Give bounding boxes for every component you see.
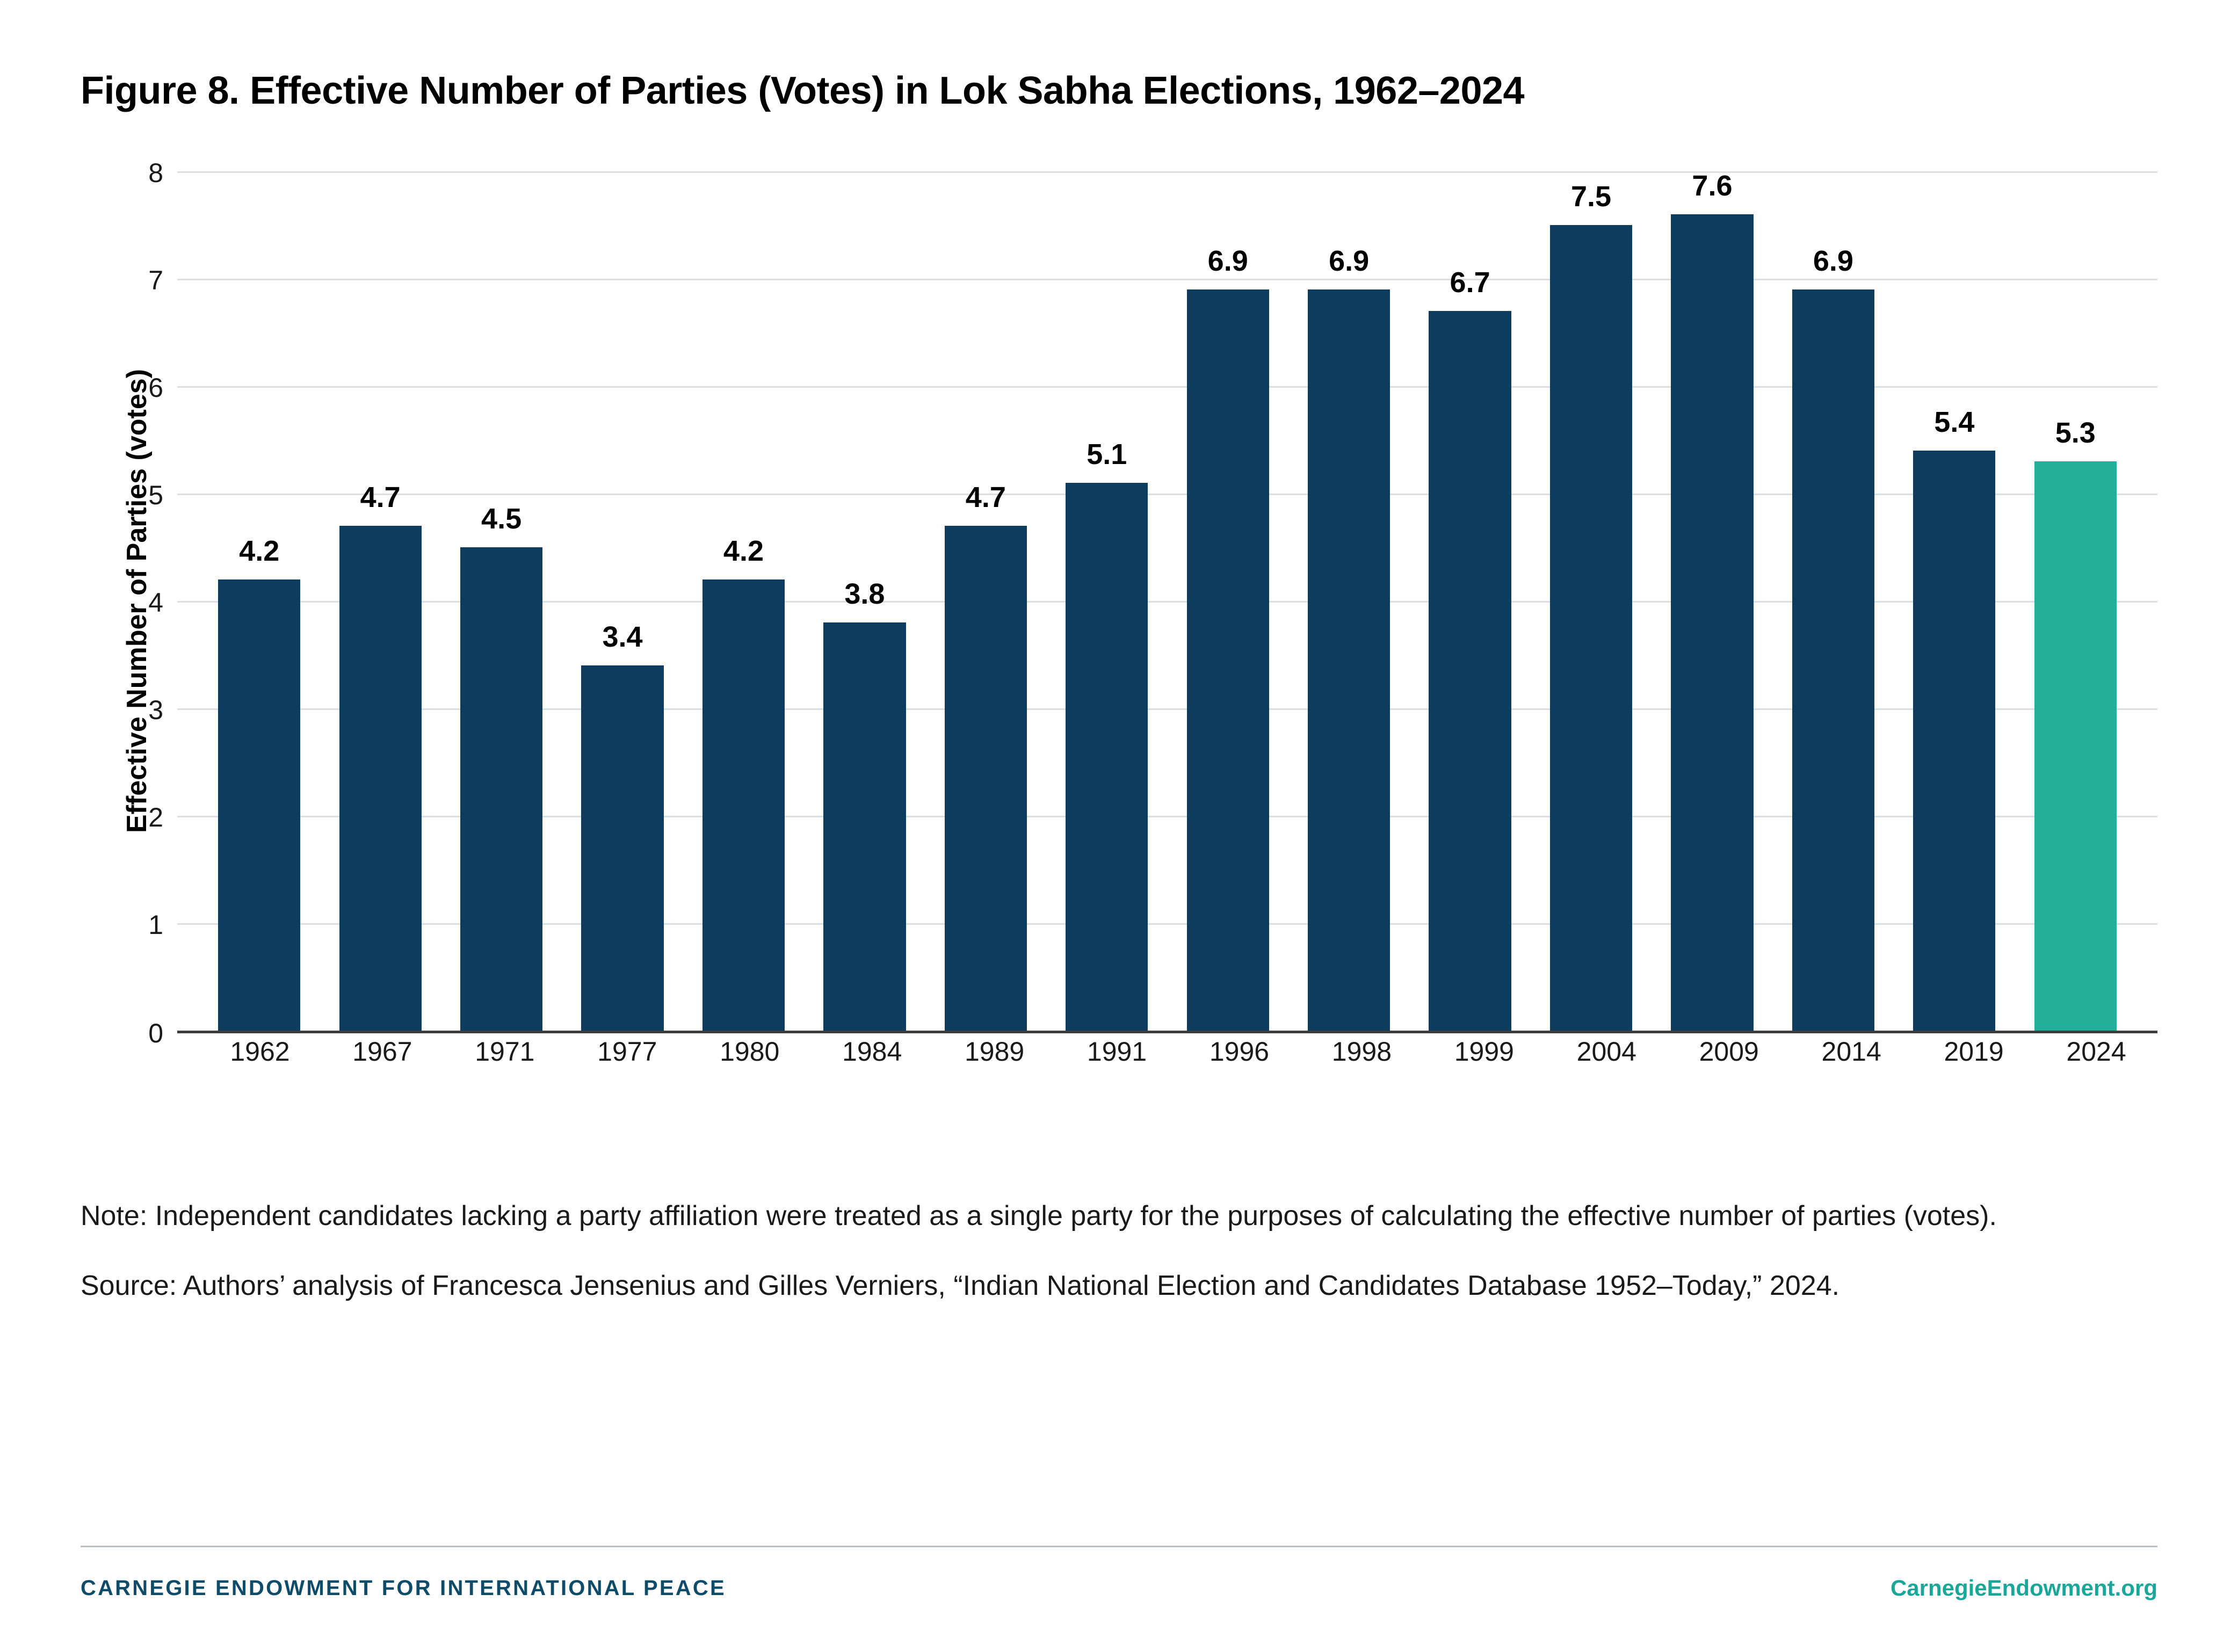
bar[interactable] [2034, 461, 2117, 1031]
footer-divider [81, 1546, 2157, 1547]
y-axis-tick-label: 6 [148, 373, 163, 403]
y-axis-tick-label: 3 [148, 695, 163, 726]
x-axis-tick-label: 1971 [475, 1037, 535, 1067]
bar[interactable] [1550, 225, 1632, 1031]
x-axis-tick-label: 1977 [597, 1037, 657, 1067]
x-axis-tick-label: 2009 [1699, 1037, 1759, 1067]
x-axis-tick-label: 1998 [1331, 1037, 1392, 1067]
bar-slot [441, 171, 562, 1031]
x-axis-tick-label: 1980 [720, 1037, 780, 1067]
bar-value-label: 6.9 [1813, 245, 1853, 278]
bar-slot [2015, 171, 2136, 1031]
bar-slot [683, 171, 804, 1031]
bar-slot [199, 171, 320, 1031]
bar-value-label: 3.4 [602, 621, 643, 654]
x-axis-tick-label: 1989 [964, 1037, 1025, 1067]
bar-value-label: 5.4 [1934, 406, 1975, 439]
x-axis-tick-label: 1967 [352, 1037, 412, 1067]
bar-value-label: 7.6 [1692, 170, 1733, 202]
bar-value-label: 6.9 [1329, 245, 1370, 278]
y-axis-tick-label: 2 [148, 802, 163, 833]
y-axis-tick-label: 4 [148, 588, 163, 618]
bar-value-label: 4.2 [723, 535, 764, 568]
bar-value-label: 5.1 [1087, 438, 1127, 471]
bar-value-label: 6.9 [1207, 245, 1248, 278]
bar-value-label: 4.7 [360, 481, 401, 514]
bar-slot [804, 171, 925, 1031]
source-text: Source: Authors’ analysis of Francesca Jensenius and Gilles Verniers, “Indian National Election and Candidates Database 1952–Today,” 2024. [81, 1270, 1840, 1301]
x-axis-tick-label: 1991 [1087, 1037, 1147, 1067]
bar[interactable] [702, 579, 785, 1031]
bar-slot [1046, 171, 1167, 1031]
organization-name: CARNEGIE ENDOWMENT FOR INTERNATIONAL PEACE [81, 1576, 726, 1600]
bar-slot [562, 171, 683, 1031]
bar[interactable] [1913, 451, 1995, 1031]
note-text: Note: Independent candidates lacking a party affiliation were treated as a single party for the purposes of calculating the effective number of parties (votes). [81, 1200, 1997, 1232]
bar-slot [925, 171, 1046, 1031]
plot-area [148, 158, 2157, 1049]
y-axis-tick-label: 7 [148, 265, 163, 296]
bar[interactable] [1066, 483, 1148, 1031]
y-axis-tick-label: 8 [148, 158, 163, 189]
bar[interactable] [1429, 311, 1511, 1031]
bar[interactable] [823, 622, 906, 1031]
bar[interactable] [339, 526, 422, 1031]
bar-value-label: 5.3 [2055, 417, 2096, 450]
x-axis-tick-label: 1984 [842, 1037, 902, 1067]
bar-slot [1531, 171, 1652, 1031]
x-axis-tick-labels [199, 1036, 2157, 1067]
website-link[interactable]: CarnegieEndowment.org [1890, 1575, 2157, 1600]
x-axis-tick-label: 2019 [1944, 1037, 2004, 1067]
bar-chart [81, 158, 2157, 1084]
y-axis-label-text: Effective Number of Parties (votes) [121, 369, 153, 834]
y-axis-tick-label: 0 [148, 1018, 163, 1049]
bar-slot [1773, 171, 1894, 1031]
y-axis-tick-label: 1 [148, 910, 163, 940]
bar-series [199, 171, 2136, 1031]
x-axis-tick-label: 2004 [1576, 1037, 1636, 1067]
bar[interactable] [945, 526, 1027, 1031]
x-axis-tick-label: 1996 [1209, 1037, 1270, 1067]
bar-slot [320, 171, 440, 1031]
bar[interactable] [581, 665, 663, 1031]
x-axis-tick-label: 2024 [2066, 1037, 2126, 1067]
bar-slot [1288, 171, 1409, 1031]
bar[interactable] [1671, 214, 1753, 1031]
bar[interactable] [1308, 289, 1390, 1031]
figure-notes [81, 1197, 2121, 1306]
bar-slot [1894, 171, 2015, 1031]
bar-slot [1168, 171, 1288, 1031]
bar-value-label: 6.7 [1450, 266, 1490, 299]
bar[interactable] [460, 547, 542, 1031]
bar-value-label: 7.5 [1570, 180, 1612, 213]
bar[interactable] [1792, 289, 1874, 1031]
bar-slot [1652, 171, 1772, 1031]
bar[interactable] [1187, 289, 1269, 1031]
x-axis-tick-label: 1999 [1454, 1037, 1514, 1067]
bar-value-label: 4.5 [481, 503, 522, 535]
page-footer [81, 1546, 2157, 1601]
bar-value-label: 4.2 [239, 535, 280, 568]
bar-slot [1409, 171, 1530, 1031]
bar-value-label: 4.7 [965, 481, 1006, 514]
bar-value-label: 3.8 [844, 578, 885, 611]
page-title: Figure 8. Effective Number of Parties (Votes) in Lok Sabha Elections, 1962–2024 [81, 69, 1525, 112]
x-axis-tick-label: 2014 [1821, 1037, 1881, 1067]
bar[interactable] [218, 579, 300, 1031]
x-axis-line [148, 1018, 2157, 1049]
x-axis-tick-label: 1962 [230, 1037, 290, 1067]
y-axis-tick-label: 5 [148, 480, 163, 511]
